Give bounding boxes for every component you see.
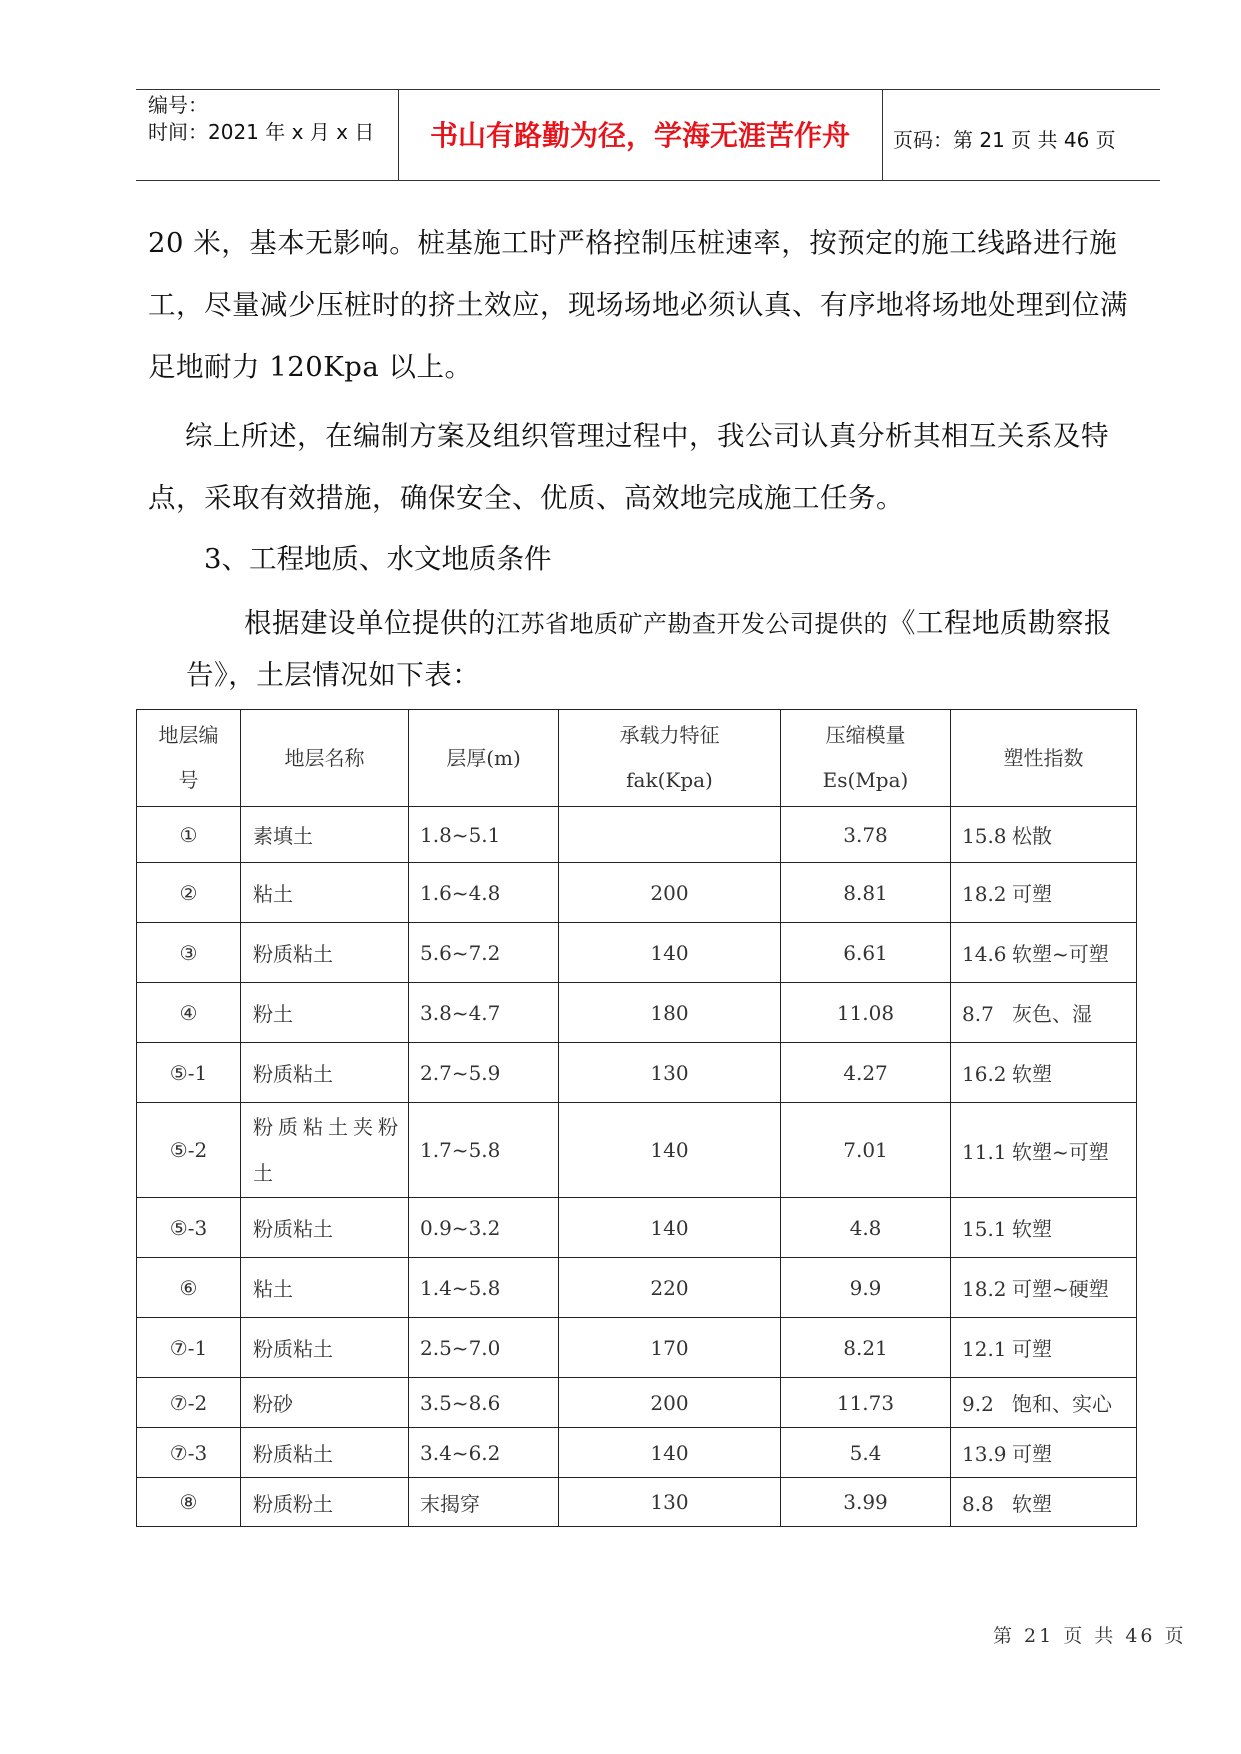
cell-layer-number: ⑤-2 [137, 1103, 241, 1198]
header-bottom-rule [136, 180, 1160, 181]
table-row [137, 1428, 1137, 1478]
table-row [137, 1258, 1137, 1318]
cell-layer-number: ① [137, 807, 241, 863]
plasticity-value: 11.1 [962, 1139, 1007, 1164]
cell-plasticity-index [951, 1378, 1137, 1428]
cell-compression-modulus: 9.9 [781, 1258, 951, 1318]
cell-thickness: 1.4~5.8 [409, 1258, 559, 1318]
header-thickness: 层厚(m) [409, 710, 559, 807]
header-meta [148, 92, 374, 146]
cell-bearing-capacity: 130 [559, 1478, 781, 1527]
plasticity-value: 8.8 [962, 1491, 994, 1516]
cell-compression-modulus: 3.78 [781, 807, 951, 863]
cell-layer-name: 粉土 [241, 983, 409, 1043]
plasticity-value: 13.9 [962, 1442, 1007, 1466]
cell-bearing-capacity: 140 [559, 1198, 781, 1258]
cell-layer-name: 粉质粘土 [241, 1043, 409, 1103]
section-title: 3、工程地质、水文地质条件 [204, 543, 552, 575]
soil-state-description: 软塑~可塑 [1012, 942, 1109, 966]
cell-plasticity-index [951, 1258, 1137, 1318]
footer-page-number: 第 21 页 共 46 页 [993, 1625, 1187, 1647]
cell-thickness: 1.7~5.8 [409, 1103, 559, 1198]
cell-layer-name: 粉质粉土 [241, 1478, 409, 1527]
plasticity-value: 9.2 [962, 1392, 994, 1416]
cell-compression-modulus: 3.99 [781, 1478, 951, 1527]
cell-bearing-capacity: 140 [559, 923, 781, 983]
cell-compression-modulus: 5.4 [781, 1428, 951, 1478]
paragraph-3-line-1-c: 《工程地质勘察报 [888, 607, 1112, 639]
cell-compression-modulus: 8.21 [781, 1318, 951, 1378]
cell-compression-modulus: 8.81 [781, 863, 951, 923]
cell-layer-number: ⑤-1 [137, 1043, 241, 1103]
cell-compression-modulus: 11.08 [781, 983, 951, 1043]
doc-time-label: 时间：2021 年 x 月 x 日 [148, 120, 375, 144]
table-row [137, 807, 1137, 863]
plasticity-value: 16.2 [962, 1062, 1007, 1086]
cell-compression-modulus: 11.73 [781, 1378, 951, 1428]
soil-state-description: 可塑 [1012, 882, 1052, 906]
cell-thickness: 末揭穿 [409, 1478, 559, 1527]
soil-state-description: 松散 [1012, 824, 1052, 848]
header-bearing-capacity-line-1: 承载力特征 [619, 723, 720, 747]
cell-plasticity-index [951, 983, 1137, 1043]
paragraph-3-line-1-b: 江苏省地质矿产勘查开发公司提供的 [496, 610, 888, 638]
plasticity-value: 18.2 [962, 1277, 1007, 1301]
cell-plasticity-index [951, 1103, 1137, 1198]
cell-layer-name: 粘土 [241, 1258, 409, 1318]
header-top-rule [136, 89, 1160, 90]
table-row [137, 923, 1137, 983]
cell-bearing-capacity: 180 [559, 983, 781, 1043]
paragraph-3-line-2: 告》，土层情况如下表： [186, 659, 481, 691]
cell-bearing-capacity: 130 [559, 1043, 781, 1103]
header-layer-number [137, 710, 241, 807]
cell-bearing-capacity: 140 [559, 1103, 781, 1198]
table-row [137, 1478, 1137, 1527]
header-layer-number-line-1: 地层编 [158, 723, 219, 747]
paragraph-2-line-2: 点，采取有效措施，确保安全、优质、高效地完成施工任务。 [148, 482, 904, 514]
cell-layer-number: ② [137, 863, 241, 923]
header-plasticity-index: 塑性指数 [951, 710, 1137, 807]
cell-thickness: 1.6~4.8 [409, 863, 559, 923]
paragraph-2-line-1: 综上所述，在编制方案及组织管理过程中，我公司认真分析其相互关系及特 [148, 420, 1109, 452]
cell-plasticity-index [951, 1198, 1137, 1258]
cell-layer-number: ③ [137, 923, 241, 983]
cell-layer-name: 粉质粘土 [241, 1318, 409, 1378]
paragraph-1 [148, 212, 1148, 398]
soil-state-description: 软塑 [1012, 1062, 1052, 1086]
cell-thickness: 2.7~5.9 [409, 1043, 559, 1103]
plasticity-value: 15.8 [962, 824, 1007, 848]
soil-state-description: 可塑 [1012, 1337, 1052, 1361]
cell-layer-name: 素填土 [241, 807, 409, 863]
header-bearing-capacity [559, 710, 781, 807]
soil-state-description: 软塑~可塑 [1012, 1139, 1109, 1164]
plasticity-value: 12.1 [962, 1337, 1007, 1361]
header-compression-modulus-line-2: Es(Mpa) [822, 768, 909, 792]
paragraph-1-line-2: 工，尽量减少压桩时的挤土效应，现场场地必须认真、有序地将场地处理到位满 [148, 289, 1128, 321]
table-row [137, 983, 1137, 1043]
cell-plasticity-index [951, 1478, 1137, 1527]
soil-state-description: 软塑 [1012, 1491, 1052, 1516]
table-row [137, 1378, 1137, 1428]
header-divider-right [882, 89, 883, 180]
soil-state-description: 可塑 [1012, 1442, 1052, 1466]
cell-layer-number: ⑦-2 [137, 1378, 241, 1428]
cell-thickness: 0.9~3.2 [409, 1198, 559, 1258]
table-row [137, 1318, 1137, 1378]
cell-bearing-capacity: 200 [559, 863, 781, 923]
cell-plasticity-index [951, 807, 1137, 863]
cell-plasticity-index [951, 1428, 1137, 1478]
cell-layer-number: ⑤-3 [137, 1198, 241, 1258]
paragraph-3-line-1-a: 根据建设单位提供的 [244, 607, 496, 639]
soil-state-description: 软塑 [1012, 1217, 1052, 1241]
soil-state-description: 可塑~硬塑 [1012, 1277, 1109, 1301]
cell-layer-name: 粉质粘土 [241, 1428, 409, 1478]
cell-compression-modulus: 4.27 [781, 1043, 951, 1103]
paragraph-3-cont [186, 644, 1186, 706]
paragraph-2 [148, 405, 1148, 529]
cell-layer-number: ⑦-3 [137, 1428, 241, 1478]
header-page-label: 页码：第 21 页 共 46 页 [893, 128, 1116, 152]
cell-plasticity-index [951, 863, 1137, 923]
soil-state-description: 灰色、湿 [1012, 1002, 1092, 1026]
cell-layer-number: ④ [137, 983, 241, 1043]
cell-layer-name: 粉砂 [241, 1378, 409, 1428]
paragraph-1-line-1: 20 米，基本无影响。桩基施工时严格控制压桩速率，按预定的施工线路进行施 [148, 227, 1118, 259]
header-layer-name: 地层名称 [241, 710, 409, 807]
plasticity-value: 8.7 [962, 1002, 994, 1026]
cell-thickness: 5.6~7.2 [409, 923, 559, 983]
cell-thickness: 3.4~6.2 [409, 1428, 559, 1478]
cell-layer-name: 粉质粘土 [241, 1198, 409, 1258]
soil-layer-table [136, 709, 1137, 1527]
cell-bearing-capacity: 140 [559, 1428, 781, 1478]
plasticity-value: 14.6 [962, 942, 1007, 966]
cell-layer-name: 粉质粘土夹粉土 [241, 1103, 409, 1198]
header-motto: 书山有路勤为径，学海无涯苦作舟 [429, 119, 850, 152]
cell-compression-modulus: 6.61 [781, 923, 951, 983]
table-row [137, 1198, 1137, 1258]
cell-plasticity-index [951, 923, 1137, 983]
paragraph-1-line-3: 足地耐力 120Kpa 以上。 [148, 351, 473, 383]
header-bearing-capacity-line-2: fak(Kpa) [626, 768, 713, 792]
plasticity-value: 15.1 [962, 1217, 1007, 1241]
table-row [137, 1103, 1137, 1198]
cell-layer-name: 粘土 [241, 863, 409, 923]
doc-number-label: 编号： [148, 93, 208, 117]
cell-thickness: 1.8~5.1 [409, 807, 559, 863]
cell-thickness: 3.8~4.7 [409, 983, 559, 1043]
cell-plasticity-index [951, 1043, 1137, 1103]
cell-layer-number: ⑦-1 [137, 1318, 241, 1378]
plasticity-value: 18.2 [962, 882, 1007, 906]
cell-thickness: 3.5~8.6 [409, 1378, 559, 1428]
cell-plasticity-index [951, 1318, 1137, 1378]
table-row [137, 863, 1137, 923]
header-compression-modulus-line-1: 压缩模量 [825, 723, 906, 747]
header-compression-modulus [781, 710, 951, 807]
header-layer-number-line-2: 号 [178, 768, 199, 792]
table-row [137, 1043, 1137, 1103]
cell-compression-modulus: 7.01 [781, 1103, 951, 1198]
cell-bearing-capacity: 200 [559, 1378, 781, 1428]
table-body [137, 807, 1137, 1527]
cell-layer-number: ⑥ [137, 1258, 241, 1318]
cell-bearing-capacity [559, 807, 781, 863]
cell-compression-modulus: 4.8 [781, 1198, 951, 1258]
cell-layer-number: ⑧ [137, 1478, 241, 1527]
cell-bearing-capacity: 220 [559, 1258, 781, 1318]
cell-thickness: 2.5~7.0 [409, 1318, 559, 1378]
cell-layer-name: 粉质粘土 [241, 923, 409, 983]
table-header-row [137, 710, 1137, 807]
soil-state-description: 饱和、实心 [1012, 1392, 1112, 1416]
cell-bearing-capacity: 170 [559, 1318, 781, 1378]
